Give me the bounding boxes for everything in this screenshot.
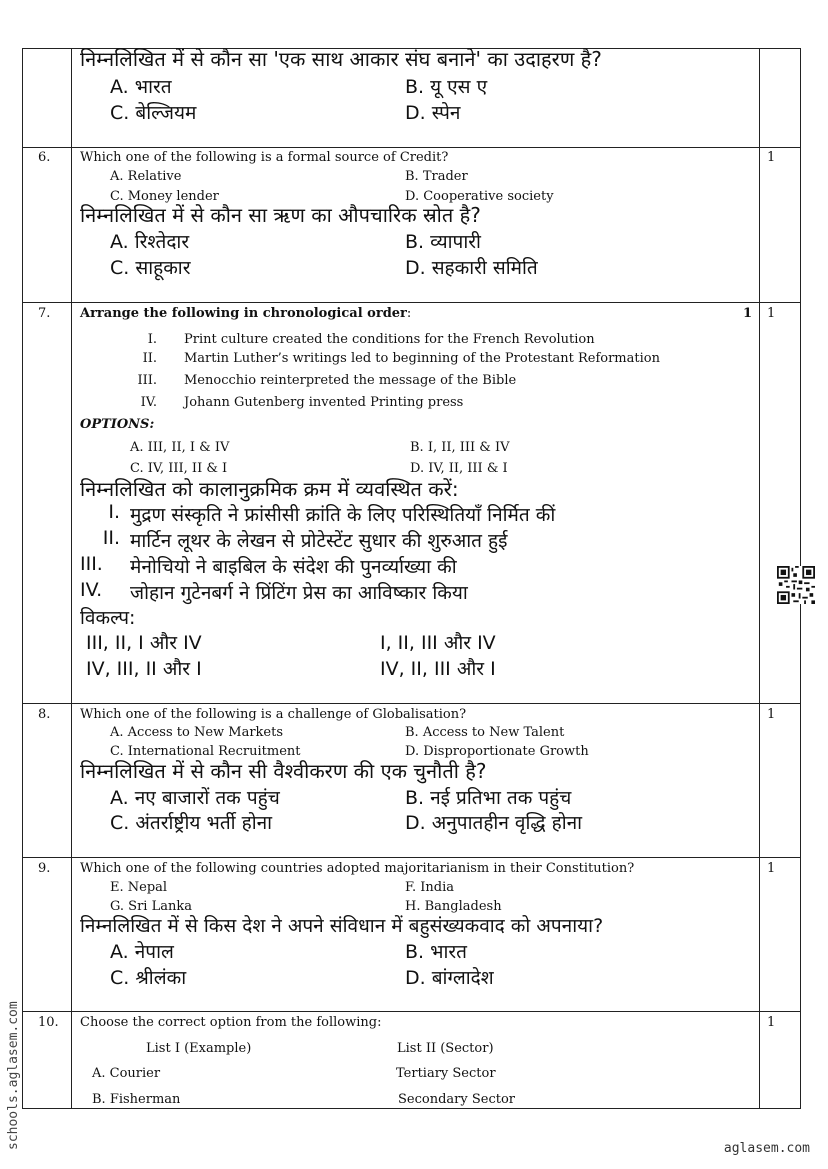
option-h: H. Bangladesh <box>405 899 502 914</box>
qr-code-icon <box>777 566 815 604</box>
option-d: D. Disproportionate Growth <box>405 744 589 759</box>
question-number: 7. <box>38 306 51 321</box>
option-c: C. IV, III, II & I <box>130 461 228 476</box>
hindi-option-d: D. सहकारी समिति <box>405 257 538 279</box>
hindi-option-b: I, II, III और IV <box>380 632 496 654</box>
hindi-option-d: D. बांग्लादेश <box>405 967 494 989</box>
row-divider <box>23 857 800 858</box>
hindi-options-label: विकल्प: <box>80 607 136 629</box>
option-g: G. Sri Lanka <box>110 899 192 914</box>
hindi-item-roman: III. <box>80 553 103 575</box>
option-e: E. Nepal <box>110 880 168 895</box>
marks: 1 <box>767 150 776 165</box>
option-b: B. Trader <box>405 169 468 184</box>
question-text: Arrange the following in chronological order <box>80 306 407 321</box>
marks: 1 <box>767 306 776 321</box>
list1-item: A. Courier <box>92 1066 161 1081</box>
footer-watermark: aglasem.com <box>723 1141 810 1156</box>
inline-marks: 1 <box>743 306 753 321</box>
hindi-question: निम्नलिखित में से कौन सा ऋण का औपचारिक स्रोत है? <box>80 203 481 227</box>
question-number: 10. <box>38 1015 59 1030</box>
hindi-option-d: D. स्पेन <box>405 102 461 124</box>
hindi-option-b: B. व्यापारी <box>405 231 481 253</box>
option-b: B. I, II, III & IV <box>410 440 510 455</box>
hindi-question: निम्नलिखित में से कौन सा 'एक साथ आकार संघ बनाने' का उदाहरण है? <box>80 47 602 71</box>
hindi-option-b: B. भारत <box>405 941 467 963</box>
list2-header: List II (Sector) <box>397 1041 494 1056</box>
hindi-option-b: B. यू एस ए <box>405 76 488 98</box>
row-divider <box>23 147 800 148</box>
hindi-option-c: C. बेल्जियम <box>110 102 197 124</box>
item-text: Martin Luther’s writings led to beginning of the Protestant Reformation <box>184 351 660 366</box>
side-watermark: schools.aglasem.com <box>6 1001 21 1150</box>
option-d: D. Cooperative society <box>405 189 554 204</box>
item-roman: II. <box>142 351 157 366</box>
option-a: A. III, II, I & IV <box>130 440 230 455</box>
hindi-option-b: B. नई प्रतिभा तक पहुंच <box>405 787 572 809</box>
hindi-option-c: C. अंतर्राष्ट्रीय भर्ती होना <box>110 812 273 834</box>
option-a: A. Relative <box>110 169 182 184</box>
hindi-option-a: III, II, I और IV <box>86 632 202 654</box>
question-number: 6. <box>38 150 51 165</box>
question-text: Which one of the following is a formal source of Credit? <box>80 150 449 165</box>
question-line <box>80 306 411 321</box>
option-c: C. Money lender <box>110 189 219 204</box>
row-divider <box>23 703 800 704</box>
column-divider <box>71 49 72 1108</box>
hindi-option-a: A. रिश्तेदार <box>110 231 190 253</box>
marks: 1 <box>767 1015 776 1030</box>
hindi-item-text: मुद्रण संस्कृति ने फ्रांसीसी क्रांति के लिए परिस्थितियाँ निर्मित कीं <box>130 504 556 526</box>
item-text: Print culture created the conditions for the French Revolution <box>184 332 595 347</box>
hindi-question: निम्नलिखित में से किस देश ने अपने संविधान में बहुसंख्यकवाद को अपनाया? <box>80 915 604 937</box>
hindi-item-roman: II. <box>102 527 120 549</box>
question-number: 9. <box>38 861 51 876</box>
option-b: B. Access to New Talent <box>405 725 565 740</box>
question-colon: : <box>406 306 412 321</box>
row-divider <box>23 1011 800 1012</box>
question-text: Choose the correct option from the following: <box>80 1015 382 1030</box>
list2-item: Tertiary Sector <box>396 1066 496 1081</box>
list1-item: B. Fisherman <box>92 1092 181 1107</box>
hindi-item-roman: I. <box>108 501 120 523</box>
item-text: Johann Gutenberg invented Printing press <box>184 395 464 410</box>
hindi-option-a: A. नए बाजारों तक पहुंच <box>110 787 280 809</box>
item-roman: III. <box>137 373 157 388</box>
item-roman: I. <box>147 332 157 347</box>
option-d: D. IV, II, III & I <box>410 461 508 476</box>
hindi-question: निम्नलिखित को कालानुक्रमिक क्रम में व्यवस्थित करें: <box>80 477 459 501</box>
marks: 1 <box>767 861 776 876</box>
column-divider <box>759 49 760 1108</box>
option-a: A. Access to New Markets <box>110 725 284 740</box>
hindi-item-text: मेनोचियो ने बाइबिल के संदेश की पुनर्व्याख्या की <box>130 556 457 578</box>
question-text: Which one of the following is a challenge of Globalisation? <box>80 707 467 722</box>
hindi-option-a: A. नेपाल <box>110 941 174 963</box>
marks: 1 <box>767 707 776 722</box>
list1-header: List I (Example) <box>146 1041 252 1056</box>
hindi-option-c: C. श्रीलंका <box>110 967 187 989</box>
hindi-option-a: A. भारत <box>110 76 172 98</box>
hindi-option-d: D. अनुपातहीन वृद्धि होना <box>405 812 583 834</box>
item-text: Menocchio reinterpreted the message of the Bible <box>184 373 517 388</box>
hindi-option-d: IV, II, III और I <box>380 658 496 680</box>
option-f: F. India <box>405 880 454 895</box>
hindi-option-c: C. साहूकार <box>110 257 191 279</box>
option-c: C. International Recruitment <box>110 744 301 759</box>
row-divider <box>23 302 800 303</box>
hindi-item-roman: IV. <box>80 579 103 601</box>
hindi-item-text: जोहान गुटेनबर्ग ने प्रिंटिंग प्रेस का आविष्कार किया <box>130 582 468 604</box>
question-number: 8. <box>38 707 51 722</box>
list2-item: Secondary Sector <box>398 1092 515 1107</box>
hindi-question: निम्नलिखित में से कौन सी वैश्वीकरण की एक चुनौती है? <box>80 759 487 783</box>
hindi-option-c: IV, III, II और I <box>86 658 202 680</box>
question-text: Which one of the following countries adopted majoritarianism in their Constitution? <box>80 861 635 876</box>
options-label: OPTIONS: <box>80 417 155 432</box>
hindi-item-text: मार्टिन लूथर के लेखन से प्रोटेस्टेंट सुधार की शुरुआत हुई <box>130 530 508 552</box>
item-roman: IV. <box>140 395 157 410</box>
